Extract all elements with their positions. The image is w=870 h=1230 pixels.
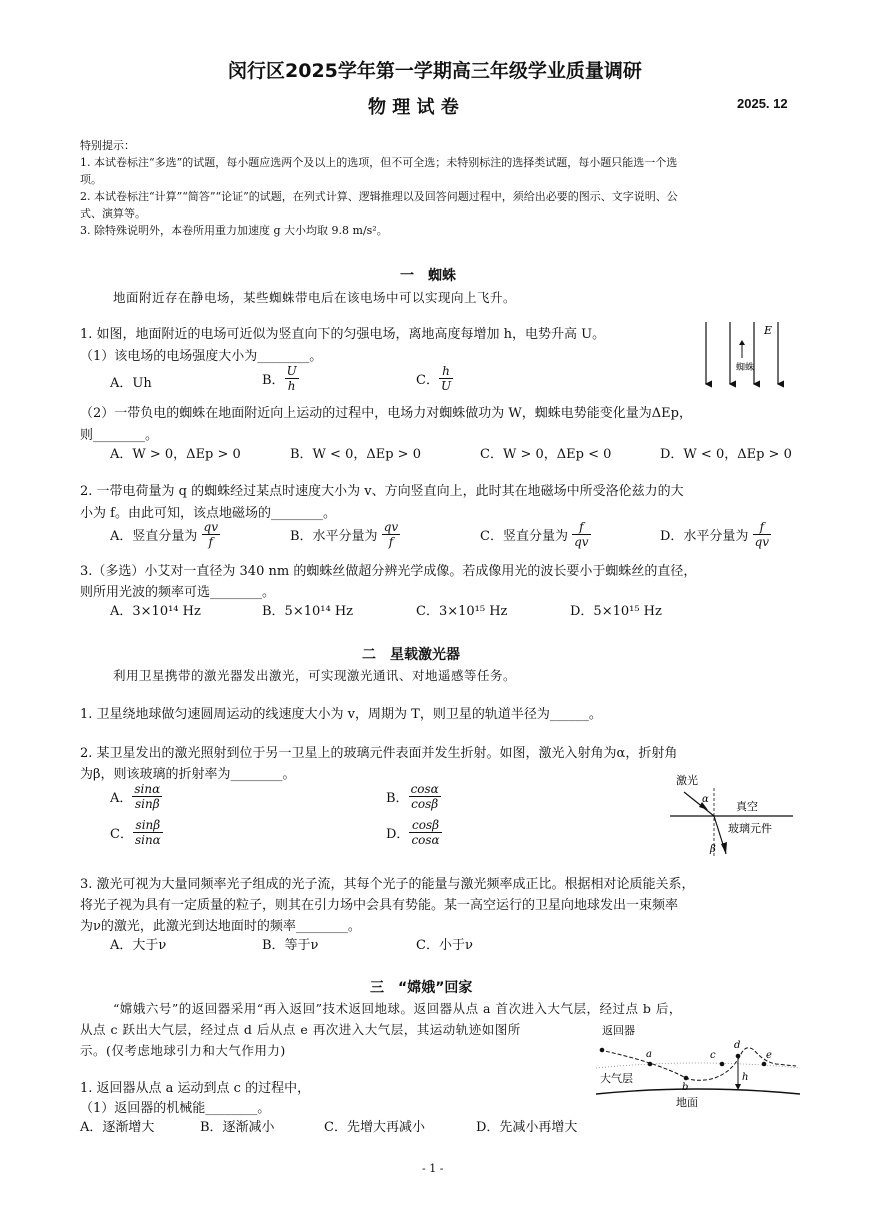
option-c: C．W > 0，ΔEp < 0 <box>480 447 612 462</box>
option-c: C． $\frac{h}{U}$ <box>416 364 452 393</box>
alpha-label: α <box>702 794 709 805</box>
option-a: A．大于ν <box>110 938 167 953</box>
ground-label: 地面 <box>676 1096 698 1109</box>
exam-subtitle: 物 理 试 卷 <box>368 97 459 118</box>
point-e-label: e <box>766 1050 772 1061</box>
section-intro: 从点 c 跃出大气层，经过点 d 后从点 e 再次进入大气层，其运动轨迹如图所 <box>80 1022 521 1037</box>
question-text: （1）该电场的电场强度大小为________。 <box>80 349 323 364</box>
option-d: D．水平分量为 $\frac{f}{qv}$ <box>660 520 770 549</box>
question-text: 3.（多选）小艾对一直径为 340 nm 的蜘蛛丝做超分辨光学成像。若成像用光的波长要小于蜘蛛丝的直径， <box>80 564 697 579</box>
field-label: E <box>764 324 773 337</box>
height-label: h <box>742 1072 749 1083</box>
option-b: B．5×10¹⁴ Hz <box>262 604 354 619</box>
notice-line: 1. 本试卷标注“多选”的试题，每小题应选两个及以上的选项，但不可全选；未特别标注的选择类试题，每小题只能选一个选 <box>80 156 678 169</box>
question-text: 3. 激光可视为大量同频率光子组成的光子流，其每个光子的能量与激光频率成正比。根据相对论质能关系， <box>80 877 695 892</box>
notice-line: 式、演算等。 <box>80 207 146 220</box>
point-d-label: d <box>734 1040 741 1051</box>
electric-field-figure <box>698 318 784 392</box>
section-title: 一 蜘蛛 <box>400 268 456 284</box>
question-text: （2）一带负电的蜘蛛在地面附近向上运动的过程中，电场力对蜘蛛做功为 W，蜘蛛电势能变化量为ΔEp， <box>80 406 692 421</box>
option-c: C．3×10¹⁵ Hz <box>416 604 508 619</box>
section-title: 三 “嫦娥”回家 <box>370 980 473 996</box>
question-text: 1. 卫星绕地球做匀速圆周运动的线速度大小为 v，周期为 T，则卫星的轨道半径为______。 <box>80 707 602 722</box>
question-text: 则所用光波的频率可选________。 <box>80 585 276 600</box>
option-b: B．逐渐减小 <box>200 1120 275 1135</box>
question-text: 2. 一带电荷量为 q 的蜘蛛经过某点时速度大小为 v、方向竖直向上，此时其在地磁场中所受洛伦兹力的大 <box>80 484 684 499</box>
section-intro: “嫦娥六号”的返回器采用“再入返回”技术返回地球。返回器从点 a 首次进入大气层，经过点 b 后， <box>113 1001 682 1016</box>
question-text: 将光子视为具有一定质量的粒子，则其在引力场中会具有势能。某一高空运行的卫星向地球发出一束频率 <box>80 898 679 913</box>
section-title: 二 星载激光器 <box>362 647 460 663</box>
refraction-figure <box>668 770 798 860</box>
option-d: D． $\frac{\cos\beta}{\cos\alpha}$ <box>386 818 440 847</box>
section-intro: 示。(仅考虑地球引力和大气作用力) <box>80 1043 286 1058</box>
section-intro: 利用卫星携带的激光器发出激光，可实现激光通讯、对地遥感等任务。 <box>113 668 517 683</box>
option-c: C．先增大再减小 <box>324 1120 425 1135</box>
question-text: 为ν的激光，此激光到达地面时的频率________。 <box>80 919 361 934</box>
option-b: B． $\frac{U}{h}$ <box>262 364 297 393</box>
vacuum-label: 真空 <box>736 800 758 813</box>
option-a: A．Uh <box>110 376 152 391</box>
atmosphere-label: 大气层 <box>600 1072 633 1085</box>
capsule-label: 返回器 <box>602 1024 635 1037</box>
question-text: 1. 如图，地面附近的电场可近似为竖直向下的匀强电场，离地高度每增加 h，电势升高 U。 <box>80 327 606 342</box>
notice-heading: 特别提示： <box>80 139 135 152</box>
question-text: 2. 某卫星发出的激光照射到位于另一卫星上的玻璃元件表面并发生折射。如图，激光入射角为α，折射角 <box>80 746 678 761</box>
option-b: B．等于ν <box>262 938 319 953</box>
option-b: B． $\frac{\cos\alpha}{\cos\beta}$ <box>386 782 439 811</box>
exam-date: 2025. 12 <box>737 96 788 111</box>
laser-label: 激光 <box>676 774 698 787</box>
question-text: 小为 f。由此可知，该点地磁场的________。 <box>80 506 336 521</box>
glass-label: 玻璃元件 <box>728 822 772 835</box>
option-d: D．W < 0，ΔEp > 0 <box>660 447 792 462</box>
point-a-label: a <box>646 1049 652 1060</box>
point-c-label: c <box>710 1050 716 1061</box>
notice-line: 项。 <box>80 173 102 186</box>
option-c: C． $\frac{\sin\beta}{\sin\alpha}$ <box>110 818 161 847</box>
option-d: D．先减小再增大 <box>476 1120 578 1135</box>
question-text: 则________。 <box>80 428 159 443</box>
option-a: A． $\frac{\sin\alpha}{\sin\beta}$ <box>110 782 161 811</box>
option-d: D．5×10¹⁵ Hz <box>570 604 662 619</box>
beta-label: β <box>710 844 716 855</box>
option-a: A．W > 0，ΔEp > 0 <box>110 447 241 462</box>
trajectory-figure <box>596 1022 801 1110</box>
page-number: - 1 - <box>422 1162 444 1175</box>
question-text: （1）返回器的机械能________。 <box>80 1101 271 1116</box>
notice-line: 3. 除特殊说明外，本卷所用重力加速度 g 大小均取 9.8 m/s²。 <box>80 224 388 237</box>
option-a: A．3×10¹⁴ Hz <box>110 604 201 619</box>
spider-label: 蜘蛛 <box>736 363 755 373</box>
option-b: B．W < 0，ΔEp > 0 <box>290 447 421 462</box>
option-a: A．竖直分量为 $\frac{qv}{f}$ <box>110 520 218 549</box>
notice-line: 2. 本试卷标注“计算”“简答”“论证”的试题，在列式计算、逻辑推理以及回答问题过程中，须给出必要的图示、文字说明、公 <box>80 190 678 203</box>
option-c: C．竖直分量为 $\frac{f}{qv}$ <box>480 520 589 549</box>
point-b-label: b <box>682 1082 689 1093</box>
option-b: B．水平分量为 $\frac{qv}{f}$ <box>290 520 399 549</box>
question-text: 为β，则该玻璃的折射率为________。 <box>80 767 296 782</box>
exam-title: 闵行区2025学年第一学期高三年级学业质量调研 <box>228 60 642 82</box>
question-text: 1. 返回器从点 a 运动到点 c 的过程中， <box>80 1081 311 1096</box>
option-a: A．逐渐增大 <box>80 1120 155 1135</box>
option-c: C．小于ν <box>416 938 473 953</box>
section-intro: 地面附近存在静电场，某些蜘蛛带电后在该电场中可以实现向上飞升。 <box>113 290 517 305</box>
